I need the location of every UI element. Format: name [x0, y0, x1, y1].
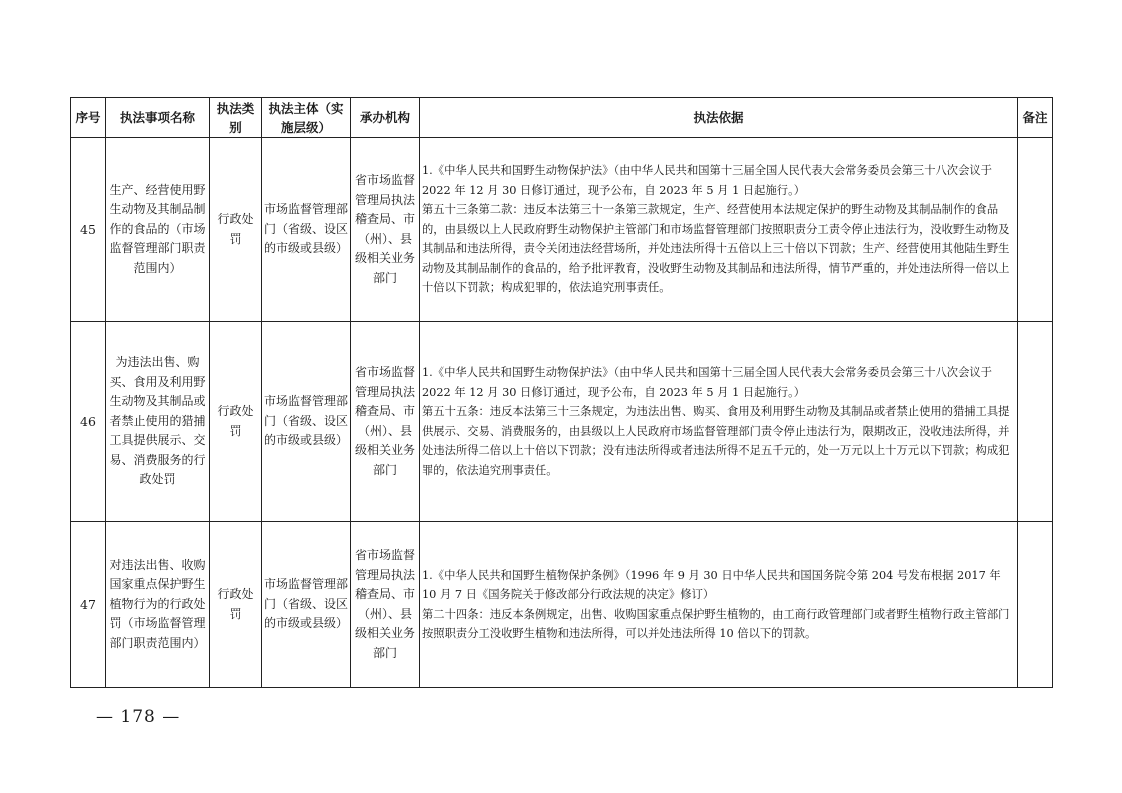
basis-article: 第五十三条第二款：违反本法第三十一条第三款规定，生产、经营使用本法规定保护的野生动物及其制品制作的食品的，由县级以上人民政府野生动物保护主管部门和市场监督管理部门按照职责分工责令停止违法行为，没收野生动物及其制品和违法所得，责令关闭违法经营场所，并处违法所得十五倍以上三十倍以下罚款；生产、经营使用其他陆生野生动物及其制品制作的食品的，给予批评教育，没收野生动物及其制品和违法所得，情节严重的，并处违法所得一倍以上十倍以下罚款；构成犯罪的，依法追究刑事责任。: [422, 203, 1010, 295]
basis-law-title: 1.《中华人民共和国野生动物保护法》（由中华人民共和国第十三届全国人民代表大会常务委员会第三十八次会议于 2022 年 12 月 30 日修订通过，现予公布，自 2023 年 5 月 1 日起施行。）: [422, 164, 992, 197]
basis-law-title: 1.《中华人民共和国野生植物保护条例》（1996 年 9 月 30 日中华人民共和国国务院令第 204 号发布根据 2017 年 10 月 7 日《国务院关于修改部分行政法规的决定》修订）: [422, 568, 1001, 601]
row-org: 省市场监督管理局执法稽查局、市（州）、县级相关业务部门: [351, 322, 420, 522]
header-org: 承办机构: [351, 98, 420, 138]
enforcement-table: [70, 97, 1053, 688]
row-name: 对违法出售、收购国家重点保护野生植物行为的行政处罚（市场监督管理部门职责范围内）: [106, 522, 210, 688]
row-remark: [1018, 322, 1053, 522]
header-row: [71, 98, 1053, 138]
row-category: 行政处罚: [210, 322, 262, 522]
row-org: 省市场监督管理局执法稽查局、市（州）、县级相关业务部门: [351, 522, 420, 688]
row-no: 46: [71, 322, 106, 522]
row-no: 47: [71, 522, 106, 688]
page-number: — 178 —: [96, 707, 181, 727]
row-basis: [420, 138, 1018, 322]
header-basis: 执法依据: [420, 98, 1018, 138]
header-name: 执法事项名称: [106, 98, 210, 138]
basis-article: 第五十五条：违反本法第三十三条规定，为违法出售、购买、食用及利用野生动物及其制品或者禁止使用的猎捕工具提供展示、交易、消费服务的，由县级以上人民政府市场监督管理部门责令停止违法行为，限期改正，没收违法所得，并处违法所得二倍以上十倍以下罚款；没有违法所得或者违法所得不足五千元的，处一万元以上十万元以下罚款；构成犯罪的，依法追究刑事责任。: [422, 405, 1010, 477]
row-subject: 市场监督管理部门（省级、设区的市级或县级）: [262, 322, 351, 522]
row-name: 为违法出售、购买、食用及利用野生动物及其制品或者禁止使用的猎捕工具提供展示、交易、消费服务的行政处罚: [106, 322, 210, 522]
row-subject: 市场监督管理部门（省级、设区的市级或县级）: [262, 522, 351, 688]
row-category: 行政处罚: [210, 522, 262, 688]
row-remark: [1018, 138, 1053, 322]
header-remark: 备注: [1018, 98, 1053, 138]
row-basis: [420, 322, 1018, 522]
row-remark: [1018, 522, 1053, 688]
table-row: [71, 522, 1053, 688]
row-org: 省市场监督管理局执法稽查局、市（州）、县级相关业务部门: [351, 138, 420, 322]
header-no: 序号: [71, 98, 106, 138]
row-subject: 市场监督管理部门（省级、设区的市级或县级）: [262, 138, 351, 322]
row-category: 行政处罚: [210, 138, 262, 322]
table-row: [71, 322, 1053, 522]
basis-article: 第二十四条：违反本条例规定，出售、收购国家重点保护野生植物的，由工商行政管理部门或者野生植物行政主管部门按照职责分工没收野生植物和违法所得，可以并处违法所得 10 倍以下的罚款。: [422, 607, 1010, 640]
header-category: 执法类别: [210, 98, 262, 138]
row-no: 45: [71, 138, 106, 322]
row-basis: [420, 522, 1018, 688]
basis-law-title: 1.《中华人民共和国野生动物保护法》（由中华人民共和国第十三届全国人民代表大会常务委员会第三十八次会议于 2022 年 12 月 30 日修订通过，现予公布，自 2023 年 5 月 1 日起施行。）: [422, 366, 992, 399]
row-name: 生产、经营使用野生动物及其制品制作的食品的（市场监督管理部门职责范围内）: [106, 138, 210, 322]
header-subject: 执法主体（实施层级）: [262, 98, 351, 138]
table-row: [71, 138, 1053, 322]
